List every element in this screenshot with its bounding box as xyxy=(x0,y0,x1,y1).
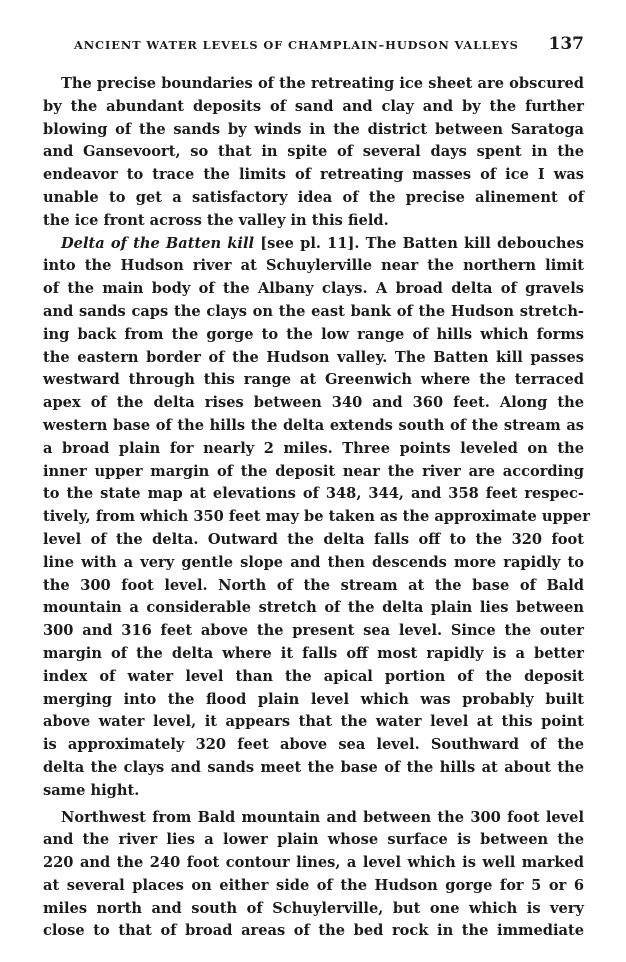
text-line: index of water level than the apical portion of the deposit xyxy=(43,667,584,685)
text-line: close to that of broad areas of the bed rock in the immediate xyxy=(43,922,584,940)
text-line: line with a very gentle slope and then descends more rapidly to xyxy=(43,553,584,571)
text-line: above water level, it appears that the water level at this point xyxy=(43,713,584,731)
text-line: unable to get a satisfactory idea of the precise alinement of xyxy=(43,188,584,206)
text-line: blowing of the sands by winds in the district between Saratoga xyxy=(43,120,584,138)
text-line: endeavor to trace the limits of retreating masses of ice I was xyxy=(43,166,584,184)
text-line: and Gansevoort, so that in spite of several days spent in the xyxy=(43,143,584,161)
text-line: margin of the delta where it falls off most rapidly is a better xyxy=(43,644,584,662)
page-header xyxy=(74,34,584,56)
running-head: ANCIENT WATER LEVELS OF CHAMPLAIN–HUDSON VALLEYS xyxy=(74,38,519,52)
text-line: the ice front across the valley in this field. xyxy=(43,211,389,229)
text-line: of the main body of the Albany clays. A broad delta of gravels xyxy=(43,280,584,298)
text-line: inner upper margin of the deposit near the river are according xyxy=(43,462,584,480)
text-line: by the abundant deposits of sand and clay and by the further xyxy=(43,97,584,115)
text-line: mountain a considerable stretch of the delta plain lies between xyxy=(43,599,584,617)
text-line: a broad plain for nearly 2 miles. Three points leveled on the xyxy=(43,439,584,457)
text-line: is approximately 320 feet above sea level. Southward of the xyxy=(43,736,584,754)
text-line: same hight. xyxy=(43,781,140,799)
text-line: Northwest from Bald mountain and between the 300 foot level xyxy=(61,808,584,826)
page-number: 137 xyxy=(548,34,584,54)
text-line: the 300 foot level. North of the stream at the base of Bald xyxy=(43,576,584,594)
text-fragment: [see pl. 11]. The Batten kill debouches xyxy=(254,234,584,252)
text-line: delta the clays and sands meet the base of the hills at about the xyxy=(43,758,584,776)
text-line: and the river lies a lower plain whose surface is between the xyxy=(43,831,584,849)
text-line: 220 and the 240 foot contour lines, a level which is well marked xyxy=(43,854,584,872)
text-line: at several places on either side of the Hudson gorge for 5 or 6 xyxy=(43,876,584,894)
body-text xyxy=(43,73,590,943)
text-line: westward through this range at Greenwich where the terraced xyxy=(43,371,584,389)
text-line: merging into the flood plain level which was probably built xyxy=(43,690,584,708)
text-line xyxy=(43,233,584,256)
text-line: apex of the delta rises between 340 and 360 feet. Along the xyxy=(43,394,584,412)
text-line: and sands caps the clays on the east bank of the Hudson stretch- xyxy=(43,302,584,320)
text-line: into the Hudson river at Schuylerville near the northern limit xyxy=(43,257,584,275)
text-line: The precise boundaries of the retreating ice sheet are obscured xyxy=(61,75,584,92)
text-line: 300 and 316 feet above the present sea level. Since the outer xyxy=(43,622,584,640)
section-heading: Delta of the Batten kill xyxy=(61,234,255,252)
text-line: miles north and south of Schuylerville, but one which is very xyxy=(43,899,584,917)
text-line: the eastern border of the Hudson valley. The Batten kill passes xyxy=(43,348,584,366)
text-line: level of the delta. Outward the delta falls off to the 320 foot xyxy=(43,530,584,548)
text-line: western base of the hills the delta extends south of the stream as xyxy=(43,416,584,434)
text-line: ing back from the gorge to the low range of hills which forms xyxy=(43,325,584,343)
text-line: to the state map at elevations of 348, 344, and 358 feet respec- xyxy=(43,485,584,503)
text-line: tively, from which 350 feet may be taken as the approximate upper xyxy=(43,508,590,526)
